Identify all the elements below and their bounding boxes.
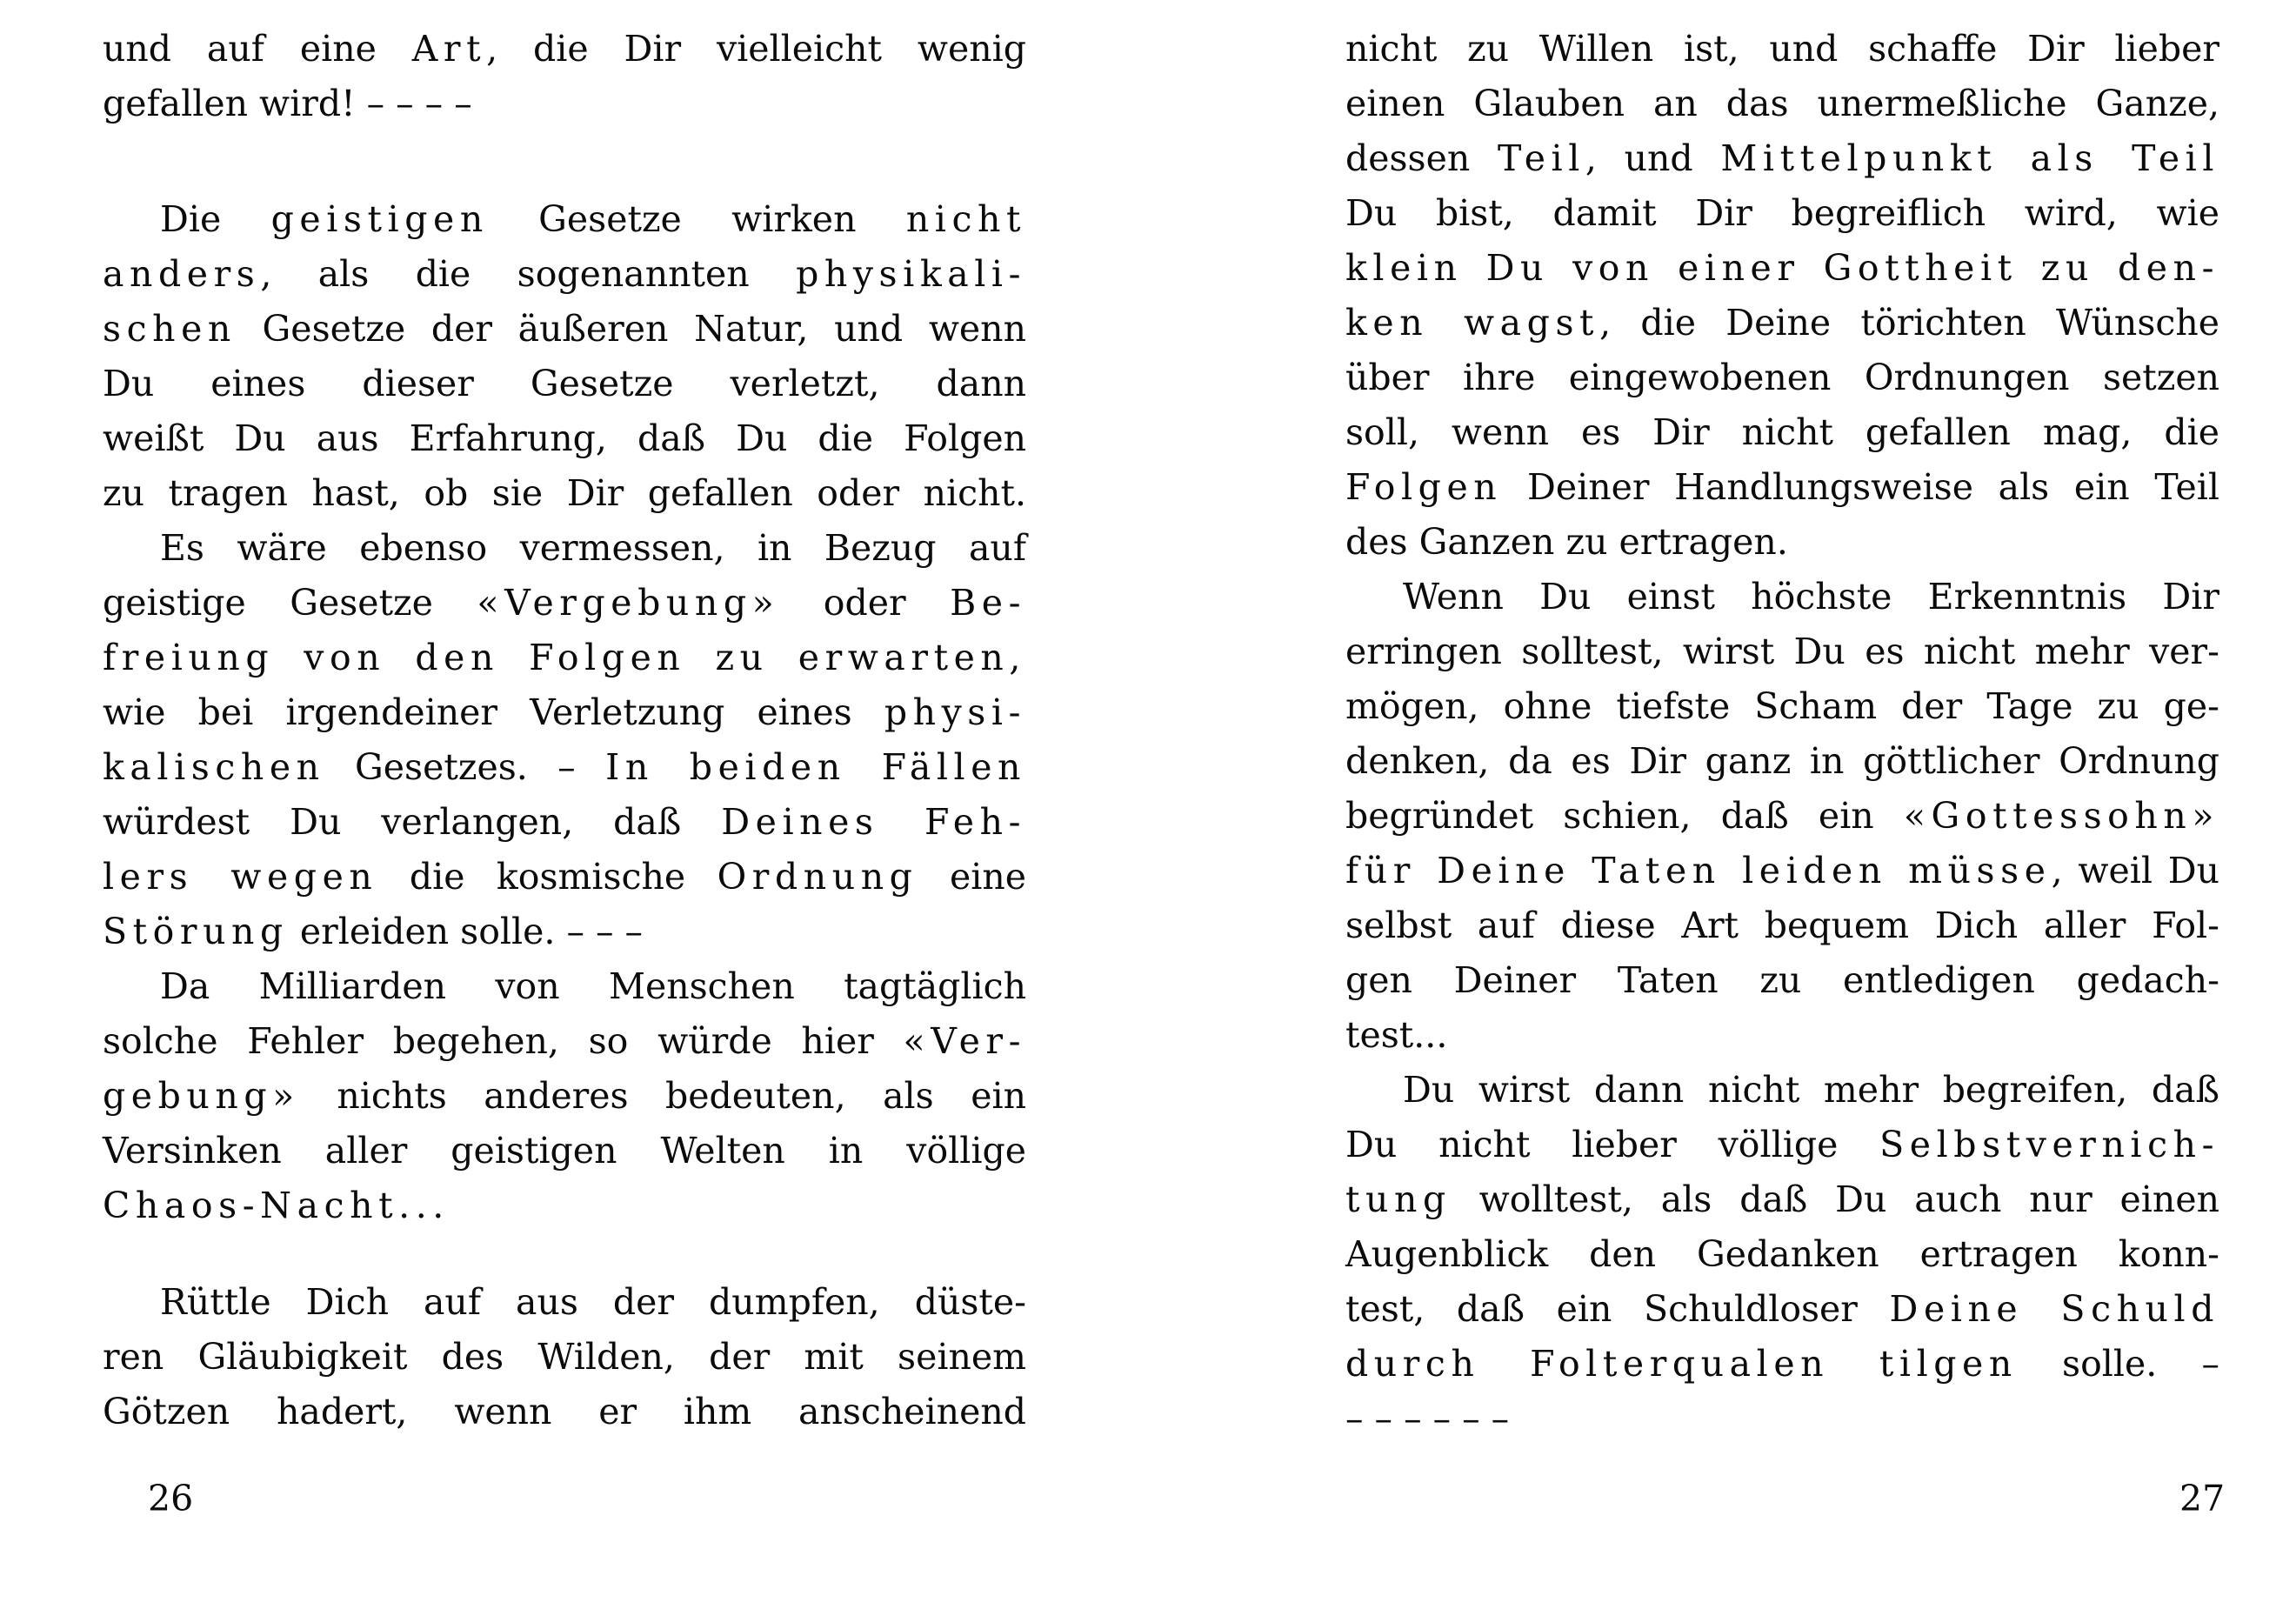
letterspaced-text: tung xyxy=(1345,1178,1452,1220)
text-line xyxy=(1345,460,2219,515)
body-text: soll, wenn es Dir nicht gefallen mag, die xyxy=(1345,411,2219,453)
letterspaced-text: Deines Feh- xyxy=(721,801,1026,843)
text-line xyxy=(1345,351,2219,405)
body-text: Die xyxy=(160,198,271,240)
body-text: erleiden solle. – – – xyxy=(288,911,644,952)
body-text: , weil Du xyxy=(2051,850,2219,891)
body-text: mögen, ohne tiefste Scham der Tage zu ge- xyxy=(1345,685,2219,727)
body-text: Es wäre ebenso vermessen, in Bezug auf xyxy=(160,527,1026,569)
text-line xyxy=(103,631,1026,685)
body-text: , die Dir vielleicht wenig xyxy=(486,28,1026,70)
letterspaced-text: Folgen xyxy=(1345,466,1503,508)
body-text: Da Milliarden von Menschen tagtäglich xyxy=(160,965,1026,1007)
body-text: des Ganzen zu ertragen. xyxy=(1345,521,1788,563)
text-line xyxy=(1345,296,2219,351)
text-line xyxy=(1345,1392,2219,1446)
text-line xyxy=(103,850,1026,905)
body-text: , als die sogenannten xyxy=(260,253,797,295)
text-line xyxy=(103,1014,1026,1069)
body-text: Götzen hadert, wenn er ihm anscheinend xyxy=(103,1391,1026,1432)
text-line xyxy=(1345,844,2219,898)
letterspaced-text: gebung» xyxy=(103,1075,300,1117)
letterspaced-text: «Gottessohn» xyxy=(1903,795,2219,837)
letterspaced-text: Be- xyxy=(950,582,1026,624)
text-line xyxy=(1345,1337,2219,1392)
body-text: wolltest, als daß Du auch nur einen xyxy=(1451,1178,2219,1220)
text-line xyxy=(1345,241,2219,296)
body-text: wie bei irgendeiner Verletzung eines xyxy=(103,691,884,733)
text-line xyxy=(1345,679,2219,734)
letterspaced-text: Mittelpunkt als Teil xyxy=(1720,137,2219,179)
body-text: nicht zu Willen ist, und schaffe Dir lieber xyxy=(1345,28,2219,70)
text-line xyxy=(1345,186,2219,241)
text-line xyxy=(1345,22,2219,77)
letterspaced-text: anders xyxy=(103,253,261,295)
body-text: Du bist, damit Dir begreiflich wird, wie xyxy=(1345,192,2219,234)
body-text: gen Deiner Taten zu entledigen gedach- xyxy=(1345,959,2219,1001)
body-text: dessen xyxy=(1345,137,1498,179)
text-line xyxy=(1345,570,2219,624)
text-line xyxy=(103,1124,1026,1178)
body-text: nichts anderes bedeuten, als ein xyxy=(299,1075,1026,1117)
letterspaced-text: physi- xyxy=(884,691,1026,733)
letterspaced-text: Chaos-Nacht... xyxy=(103,1185,450,1226)
text-line xyxy=(103,576,1026,631)
text-line xyxy=(103,22,1026,77)
text-line xyxy=(103,740,1026,795)
text-line xyxy=(1345,131,2219,186)
letterspaced-text: Deine Schuld xyxy=(1889,1288,2220,1330)
letterspaced-text: kalischen xyxy=(103,746,325,788)
text-line xyxy=(1345,1282,2219,1337)
text-line xyxy=(1345,1118,2219,1172)
text-line xyxy=(103,466,1026,521)
text-line xyxy=(103,302,1026,357)
letterspaced-text: nicht xyxy=(905,198,1026,240)
text-line xyxy=(1345,77,2219,131)
body-text: , und xyxy=(1585,137,1721,179)
text-line xyxy=(103,1275,1026,1330)
text-line xyxy=(103,411,1026,466)
letterspaced-text: physikali- xyxy=(796,253,1026,295)
page-number-right: 27 xyxy=(2179,1478,2226,1519)
page-left-text xyxy=(103,22,1026,1439)
letterspaced-text: durch Folterqualen tilgen xyxy=(1345,1343,2018,1385)
body-text: gefallen wird! – – – – xyxy=(103,83,472,124)
letterspaced-text: «Ver- xyxy=(903,1020,1026,1062)
letterspaced-text: «Vergebung» xyxy=(477,582,780,624)
text-line xyxy=(103,357,1026,411)
body-text: würdest Du verlangen, daß xyxy=(103,801,722,843)
body-text: über ihre eingewobenen Ordnungen setzen xyxy=(1345,357,2219,398)
body-text: Deiner Handlungsweise als ein Teil xyxy=(1502,466,2219,508)
text-line xyxy=(103,247,1026,302)
body-text: oder xyxy=(779,582,951,624)
text-line xyxy=(103,795,1026,850)
body-text: Gesetzes. – xyxy=(324,746,606,788)
body-text: test... xyxy=(1345,1014,1448,1056)
text-line xyxy=(1345,1172,2219,1227)
letterspaced-text: Teil xyxy=(1497,137,1585,179)
letterspaced-text: schen xyxy=(103,308,237,350)
body-text: Wenn Du einst höchste Erkenntnis Dir xyxy=(1403,576,2219,618)
body-text: – – – – – – xyxy=(1345,1398,1510,1439)
letterspaced-text: In beiden Fällen xyxy=(605,746,1026,788)
letterspaced-text: klein Du von einer Gottheit zu den- xyxy=(1345,247,2219,289)
text-line xyxy=(1345,898,2219,953)
text-line xyxy=(103,685,1026,740)
text-line xyxy=(103,1178,1026,1233)
body-text: eine xyxy=(918,856,1026,898)
text-line xyxy=(103,77,1026,131)
body-text: Gesetze wirken xyxy=(488,198,906,240)
body-text: Rüttle Dich auf aus der dumpfen, düste- xyxy=(160,1281,1026,1323)
body-text: ren Gläubigkeit des Wilden, der mit seinem xyxy=(103,1336,1026,1378)
text-line xyxy=(1345,734,2219,789)
page-number-left: 26 xyxy=(148,1478,194,1519)
text-line xyxy=(1345,515,2219,570)
text-line xyxy=(103,959,1026,1014)
text-line xyxy=(1345,1227,2219,1282)
letterspaced-text: Störung xyxy=(103,911,289,952)
text-line xyxy=(1345,789,2219,844)
letterspaced-text: lers wegen xyxy=(103,856,378,898)
body-text: denken, da es Dir ganz in göttlicher Ordnung xyxy=(1345,740,2219,782)
body-text: geistige Gesetze xyxy=(103,582,477,624)
body-text: Du wirst dann nicht mehr begreifen, daß xyxy=(1403,1069,2219,1111)
page-right-text xyxy=(1345,22,2219,1446)
text-line xyxy=(1345,624,2219,679)
text-line xyxy=(1345,405,2219,460)
text-line xyxy=(103,192,1026,247)
letterspaced-text: Art xyxy=(411,28,487,70)
text-line xyxy=(103,1069,1026,1124)
body-text: , die Deine törichten Wünsche xyxy=(1599,302,2219,344)
body-text: und auf eine xyxy=(103,28,412,70)
text-line xyxy=(103,1385,1026,1439)
body-text: erringen solltest, wirst Du es nicht mehr ver- xyxy=(1345,631,2219,672)
letterspaced-text: Selbstvernich- xyxy=(1879,1124,2219,1165)
letterspaced-text: ken wagst xyxy=(1345,302,1600,344)
body-text: einen Glauben an das unermeßliche Ganze, xyxy=(1345,83,2219,124)
body-text: die kosmische xyxy=(377,856,718,898)
letterspaced-text: freiung von den Folgen zu erwarten, xyxy=(103,637,1026,678)
body-text: selbst auf diese Art bequem Dich aller Fol- xyxy=(1345,905,2219,946)
text-line xyxy=(103,905,1026,959)
text-line xyxy=(1345,1063,2219,1118)
body-text: Gesetze der äußeren Natur, und wenn xyxy=(236,308,1026,350)
body-text: Du nicht lieber völlige xyxy=(1345,1124,1880,1165)
text-line xyxy=(1345,1008,2219,1063)
text-line xyxy=(1345,953,2219,1008)
body-text: begründet schien, daß ein xyxy=(1345,795,1904,837)
body-text: test, daß ein Schuldloser xyxy=(1345,1288,1890,1330)
letterspaced-text: Ordnung xyxy=(717,856,918,898)
body-text: solle. – xyxy=(2017,1343,2219,1385)
body-text: zu tragen hast, ob sie Dir gefallen oder nicht. xyxy=(103,472,1026,514)
text-line xyxy=(103,1330,1026,1385)
body-text: Du eines dieser Gesetze verletzt, dann xyxy=(103,363,1026,404)
body-text: Versinken aller geistigen Welten in völlige xyxy=(103,1130,1026,1172)
body-text: weißt Du aus Erfahrung, daß Du die Folgen xyxy=(103,417,1026,459)
body-text: Augenblick den Gedanken ertragen konn- xyxy=(1345,1233,2219,1275)
letterspaced-text: geistigen xyxy=(270,198,489,240)
letterspaced-text: für Deine Taten leiden müsse xyxy=(1345,850,2052,891)
body-text: solche Fehler begehen, so würde hier xyxy=(103,1020,904,1062)
text-line xyxy=(103,521,1026,576)
